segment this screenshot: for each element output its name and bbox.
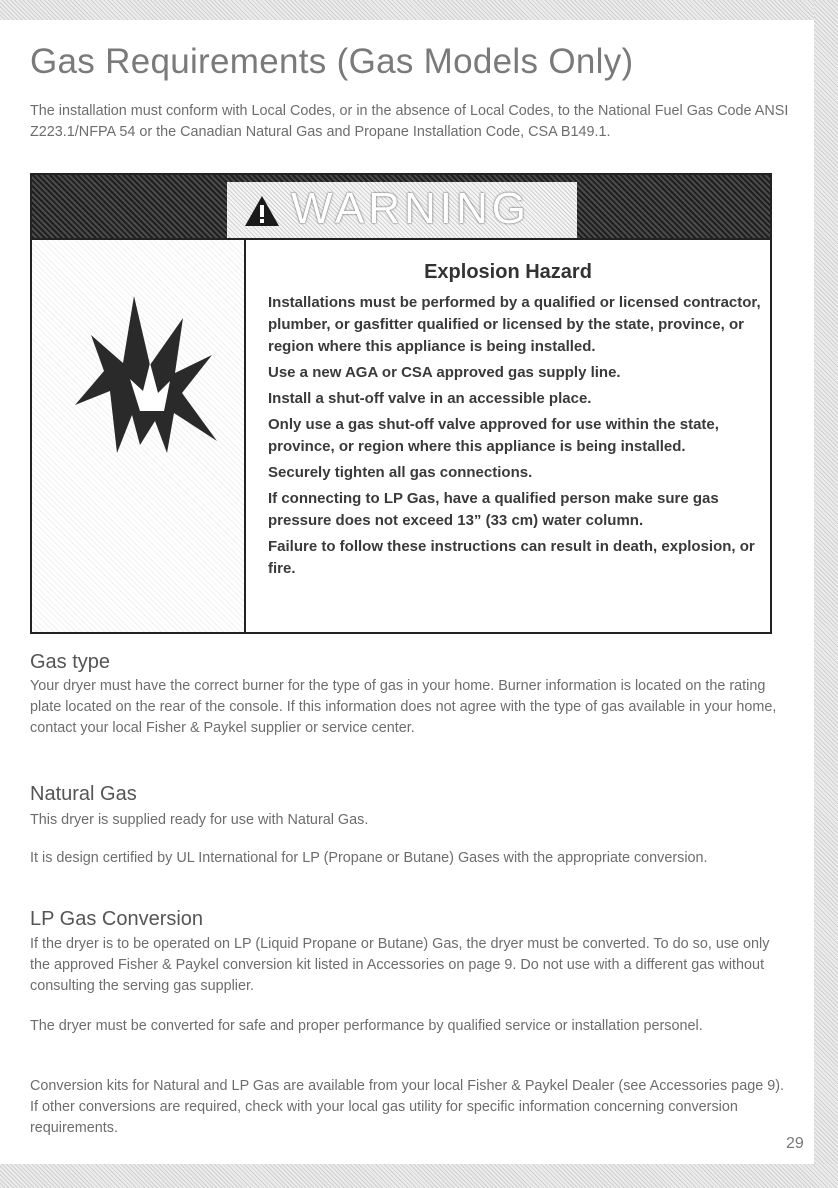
hazard-title: Explosion Hazard bbox=[424, 261, 592, 283]
hazard-item: Use a new AGA or CSA approved gas supply line. bbox=[268, 364, 621, 381]
lp-conversion-paragraph-3: Conversion kits for Natural and LP Gas are available from your local Fisher & Paykel Dealer (see Accessories page 9). If other conversions are required, check with your local gas utility for specific information concerning conversion requirements. bbox=[30, 1078, 784, 1136]
hazard-symbol-panel bbox=[32, 240, 246, 632]
page-title: Gas Requirements (Gas Models Only) bbox=[30, 42, 634, 81]
hazard-item: Failure to follow these instructions can result in death, explosion, or fire. bbox=[268, 538, 755, 577]
hazard-list bbox=[268, 292, 768, 584]
natural-gas-paragraph-1: This dryer is supplied ready for use with Natural Gas. bbox=[30, 812, 369, 828]
gas-type-heading: Gas type bbox=[30, 651, 111, 673]
hazard-details bbox=[246, 240, 770, 632]
hazard-item: Install a shut-off valve in an accessible place. bbox=[268, 390, 592, 407]
natural-gas-heading: Natural Gas bbox=[30, 783, 137, 805]
lp-conversion-paragraph-2: The dryer must be converted for safe and proper performance by qualified service or installation personel. bbox=[30, 1018, 703, 1034]
hazard-item: Installations must be performed by a qualified or licensed contractor, plumber, or gasfitter qualified or licensed by the state, province, or region where this appliance is being installed. bbox=[268, 294, 761, 355]
page-number: 29 bbox=[786, 1135, 804, 1152]
page-border-top bbox=[0, 0, 838, 20]
warning-title: WARNING bbox=[291, 184, 531, 233]
warning-header bbox=[32, 175, 770, 240]
intro-paragraph: The installation must conform with Local Codes, or in the absence of Local Codes, to the National Fuel Gas Code ANSI Z223.1/NFPA 54 or the Canadian Natural Gas and Propane Installation Code, CSA B149.1. bbox=[30, 103, 789, 140]
gas-type-paragraph: Your dryer must have the correct burner for the type of gas in your home. Burner information is located on the rating plate located on the rear of the console. If this information does not agree with the type of gas available in your home, contact your local Fisher & Paykel supplier or service center. bbox=[30, 678, 777, 736]
hazard-item: Securely tighten all gas connections. bbox=[268, 464, 533, 481]
page-border-bottom bbox=[0, 1164, 838, 1188]
warning-title-banner bbox=[227, 182, 577, 238]
explosion-icon bbox=[70, 293, 220, 458]
lp-conversion-heading: LP Gas Conversion bbox=[30, 908, 204, 930]
warning-triangle-icon bbox=[244, 195, 280, 227]
hazard-item: If connecting to LP Gas, have a qualified person make sure gas pressure does not exceed 13” (33 cm) water column. bbox=[268, 490, 719, 529]
natural-gas-paragraph-2: It is design certified by UL International for LP (Propane or Butane) Gases with the appropriate conversion. bbox=[30, 850, 708, 866]
hazard-item: Only use a gas shut-off valve approved for use within the state, province, or region where this appliance is being installed. bbox=[268, 416, 719, 455]
warning-box bbox=[30, 173, 772, 634]
lp-conversion-paragraph-1: If the dryer is to be operated on LP (Liquid Propane or Butane) Gas, the dryer must be converted. To do so, use only the approved Fisher & Paykel conversion kit listed in Accessories on page 9. Do not use with a different gas without consulting the serving gas supplier. bbox=[30, 936, 770, 994]
page-border-right bbox=[814, 0, 838, 1188]
